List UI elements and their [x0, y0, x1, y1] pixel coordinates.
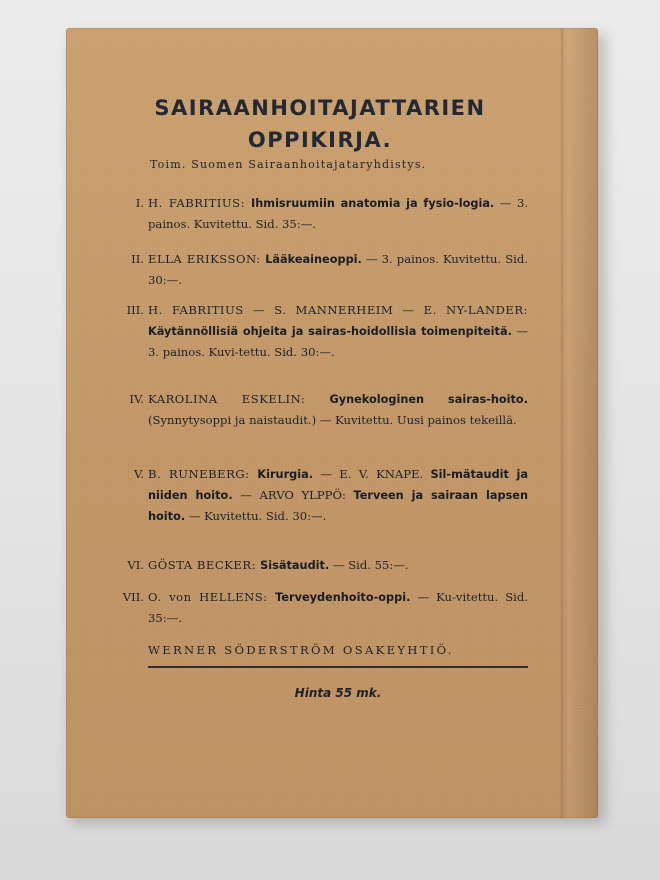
entry-details: (Synnytysoppi ja naistaudit.) — Kuvitettu. Uusi painos tekeillä. — [148, 413, 517, 427]
series-title — [100, 92, 540, 156]
entry-details: — 3. painos. Kuvitettu. Sid. 30:—. — [148, 252, 528, 287]
divider-rule — [148, 666, 528, 668]
entry-author: GÖSTA BECKER: — [148, 558, 261, 572]
entry-author-2: — ARVO YLPPÖ: — [232, 488, 354, 502]
entry-details: — 3. painos. Kuvitettu. Sid. 35:—. — [148, 196, 529, 231]
book-entry — [131, 249, 528, 291]
entry-title: Sisätaudit. — [260, 559, 330, 572]
entry-title: Kirurgia. — [257, 468, 314, 481]
entry-numeral: IV. — [129, 392, 144, 406]
entry-title: Gynekologinen sairas-hoito. — [329, 393, 528, 406]
entry-title: Käytännöllisiä ohjeita ja sairas-hoidollisia toimenpiteitä. — [148, 325, 512, 338]
entry-numeral: V. — [133, 467, 144, 481]
book-spine — [560, 28, 598, 818]
entry-numeral: II. — [131, 252, 144, 266]
book-entry — [129, 389, 528, 431]
series-title-line-2: OPPIKIRJA. — [247, 128, 393, 152]
entry-details: — 3. painos. Kuvi-tettu. Sid. 30:—. — [148, 324, 529, 359]
publishing-house: WERNER SÖDERSTRÖM OSAKEYHTIÖ. — [148, 643, 454, 657]
entry-title: Ihmisruumiin anatomia ja fysio-logia. — [251, 197, 495, 210]
entry-numeral: I. — [135, 196, 144, 210]
book-entry — [127, 555, 528, 576]
entry-author: O. von HELLENS: — [148, 590, 276, 604]
price-label: Hinta 55 mk. — [294, 686, 382, 700]
entry-title: Terveydenhoito-oppi. — [275, 591, 411, 604]
spine-edge — [562, 28, 563, 818]
entry-numeral: VI. — [127, 558, 144, 572]
book-entry — [135, 193, 529, 235]
entry-numeral: VII. — [122, 590, 144, 604]
entry-author: KAROLINA ESKELIN: — [148, 392, 330, 406]
series-title-line-1: SAIRAANHOITAJATTARIEN — [154, 96, 486, 120]
entry-author: ELLA ERIKSSON: — [148, 252, 266, 266]
entry-author: B. RUNEBERG: — [148, 467, 258, 481]
entry-details-2: — Kuvitettu. Sid. 30:—. — [185, 509, 327, 523]
entry-title: Lääkeaineoppi. — [265, 253, 362, 266]
entry-details: — Ku-vitettu. Sid. 35:—. — [148, 590, 528, 625]
entry-author: H. FABRITIUS: — [148, 196, 252, 210]
entry-details: — E. V. KNAPE. — [313, 467, 431, 481]
book-entry — [133, 464, 528, 527]
entry-details: — Sid. 55:—. — [329, 558, 409, 572]
book-entry — [126, 300, 529, 363]
entry-title-3: Terveen ja sairaan lapsen hoito. — [148, 489, 528, 523]
entry-numeral: III. — [126, 303, 144, 317]
book-entry — [122, 587, 528, 629]
entry-title-2: Sil-mätaudit ja niiden hoito. — [148, 468, 528, 502]
editor-line: Toim. Suomen Sairaanhoitajataryhdistys. — [150, 158, 427, 171]
entry-author: H. FABRITIUS — S. MANNERHEIM — E. NY-LANDER: — [148, 303, 528, 317]
